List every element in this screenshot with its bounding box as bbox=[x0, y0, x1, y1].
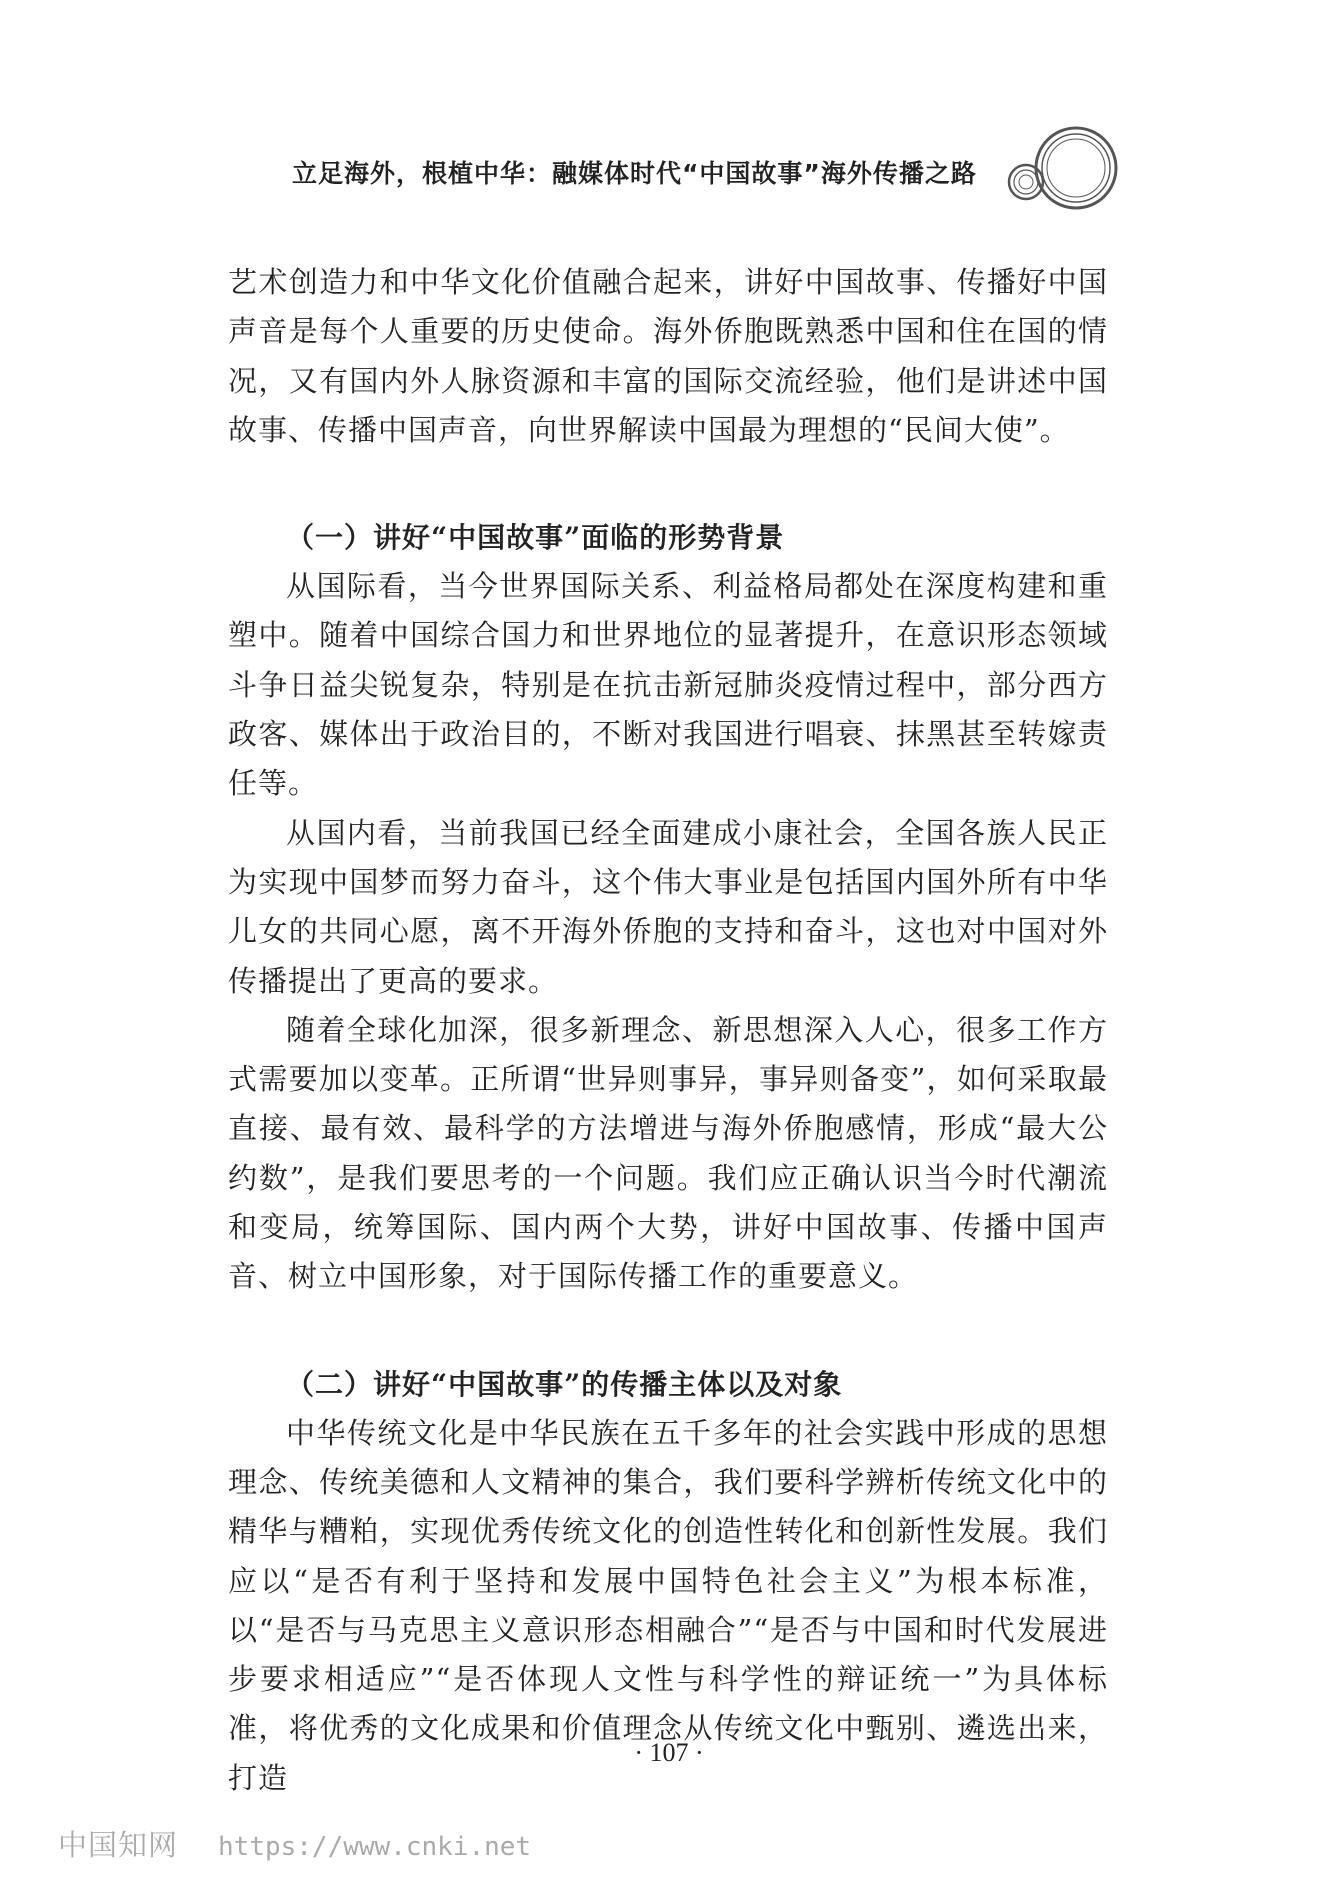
section-heading-2: （二）讲好“中国故事”的传播主体以及对象 bbox=[286, 1367, 843, 1401]
page-number: · 107 · bbox=[634, 1738, 704, 1767]
paragraph: 从国际看，当今世界国际关系、利益格局都处在深度构建和重塑中。随着中国综合国力和世界地位的显著提升，在意识形态领域斗争日益尖锐复杂，特别是在抗击新冠肺炎疫情过程中，部分西方政客、媒体出于政治目的，不断对我国进行唱衰、抹黑甚至转嫁责任等。 bbox=[228, 569, 1108, 801]
paragraph: 随着全球化加深，很多新理念、新思想深入人心，很多工作方式需要加以变革。正所谓“世异则事异，事异则备变”，如何采取最直接、最有效、最科学的方法增进与海外侨胞感情，形成“最大公约数”，是我们要思考的一个问题。我们应正确认识当今时代潮流和变局，统筹国际、国内两个大势，讲好中国故事、传播中国声音、树立中国形象，对于国际传播工作的重要意义。 bbox=[228, 1012, 1108, 1294]
watermark-url: https://www.cnki.net bbox=[218, 1832, 532, 1862]
cnki-watermark bbox=[58, 1823, 531, 1864]
watermark-brand: 中国知网 bbox=[58, 1828, 179, 1862]
main-text bbox=[228, 258, 1108, 1803]
running-header bbox=[228, 126, 1128, 216]
paragraph: 中华传统文化是中华民族在五千多年的社会实践中形成的思想理念、传统美德和人文精神的集合，我们要科学辨析传统文化中的精华与糟粕，实现优秀传统文化的创造性转化和创新性发展。我们应以“是否有利于坚持和发展中国特色社会主义”为根本标准，以“是否与马克思主义意识形态相融合”“是否与中国和时代发展进步要求相适应”“是否体现人文性与科学性的辩证统一”为具体标准，将优秀的文化成果和价值理念从传统文化中甄别、遴选出来，打造 bbox=[228, 1415, 1108, 1795]
running-header-title: 立足海外，根植中华：融媒体时代“中国故事”海外传播之路 bbox=[292, 159, 977, 188]
section-heading-1: （一）讲好“中国故事”面临的形势背景 bbox=[286, 521, 785, 555]
paragraph: 从国内看，当前我国已经全面建成小康社会，全国各族人民正为实现中国梦而努力奋斗，这个伟大事业是包括国内国外所有中华儿女的共同心愿，离不开海外侨胞的支持和奋斗，这也对中国对外传播提出了更高的要求。 bbox=[228, 815, 1108, 998]
concentric-circles-icon bbox=[1000, 126, 1122, 216]
paragraph: 艺术创造力和中华文化价值融合起来，讲好中国故事、传播好中国声音是每个人重要的历史使命。海外侨胞既熟悉中国和住在国的情况，又有国内外人脉资源和丰富的国际交流经验，他们是讲述中国故事、传播中国声音，向世界解读中国最为理想的“民间大使”。 bbox=[228, 265, 1108, 447]
